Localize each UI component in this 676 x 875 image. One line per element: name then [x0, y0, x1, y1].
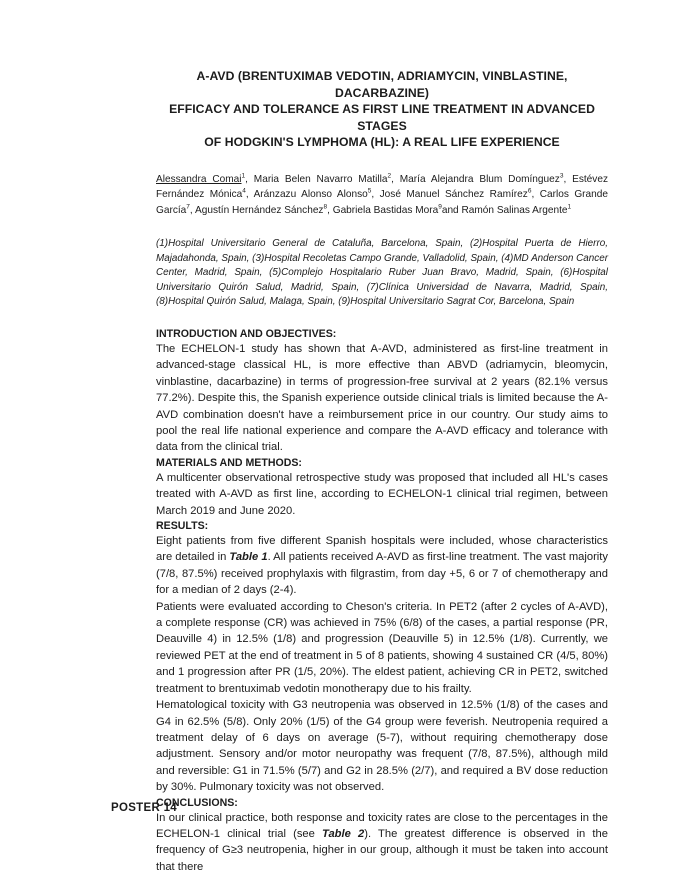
author-affiliation-number: 6 [527, 187, 532, 195]
intro-text: The ECHELON-1 study has shown that A-AVD, administered as first-line treatment in advanced-stage classical HL, is more effective than ABVD (adriamycin, bleomycin, vinblastine, dacarbazine) in terms of progression-free survival at 2 years (82.1% versus 77.2%). Despite this, the Spanish experience outside clinical trials is limited because the A-AVD combination doesn't have a reimbursement price in our country. Our study aims to pool the real life national experience and compare the A-AVD efficacy and tolerance with data from the clinical trial. [156, 342, 608, 454]
author-affiliation-number: 8 [323, 203, 328, 211]
author-separator: , [245, 189, 254, 200]
results-p1-end: . All patients received A-AVD as first-line treatment. The vast majority (7/8, 87.5%) received prophylaxis with filgrastim, from day +5, 6 or 7 of chemotherapy and for a median of 2 days (2-4). [156, 551, 608, 597]
author-name: Estévez Fernández Mónica [156, 173, 608, 200]
author-name: Maria Belen Navarro Matilla [253, 173, 388, 185]
title-line-1: A-AVD (BRENTUXIMAB VEDOTIN, ADRIAMYCIN, VINBLASTINE, DACARBAZINE) [196, 69, 568, 100]
conclusions-heading: CONCLUSIONS: [156, 796, 238, 809]
abstract-title [156, 68, 608, 151]
author-list [156, 172, 608, 219]
author-separator: , [391, 173, 400, 185]
conclusions-end: ). The greatest difference is observed in the frequency of G≥3 neutropenia, higher in our group, although it must be taken into account that there [156, 827, 608, 873]
author-name: Gabriela Bastidas Mora [332, 204, 439, 216]
author-separator: , [327, 204, 333, 216]
author-name: Alessandra Comai [156, 173, 242, 185]
author-affiliation-number: 4 [242, 187, 246, 195]
table-1-reference: Table 1 [229, 551, 268, 564]
title-line-2: EFFICACY AND TOLERANCE AS FIRST LINE TREATMENT IN ADVANCED STAGES [169, 102, 595, 133]
poster-number-label: POSTER 14 [111, 802, 177, 814]
results-p1-start: Eight patients from five different Spanish hospitals were included, whose characteristics are detailed in [156, 535, 608, 564]
author-name: Agustín Hernández Sánchez [194, 204, 324, 216]
title-line-3: OF HODGKIN'S LYMPHOMA (HL): A REAL LIFE EXPERIENCE [204, 135, 560, 149]
author-affiliation-number: 3 [559, 172, 564, 180]
author-affiliation-number: 9 [438, 203, 442, 211]
author-affiliation-number: 1 [241, 172, 246, 180]
author-name: José Manuel Sánchez Ramírez [379, 189, 528, 200]
author-separator: , [245, 173, 254, 185]
methods-text: A multicenter observational retrospective study was proposed that included all HL's cases treated with A-AVD as first line, according to ECHELON-1 clinical trial regimen, between March 2019 and June 2020. [156, 471, 608, 517]
author-name: María Alejandra Blum Domínguez [399, 173, 560, 185]
intro-heading: INTRODUCTION AND OBJECTIVES: [156, 327, 337, 340]
author-affiliation-number: 2 [387, 172, 392, 180]
author-name: Aránzazu Alonso Alonso [253, 189, 368, 200]
results-heading: RESULTS: [156, 520, 209, 533]
table-2-reference: Table 2 [322, 827, 365, 840]
results-paragraph-2: Patients were evaluated according to Cheson's criteria. In PET2 (after 2 cycles of A-AVD), a complete response (CR) was achieved in 75% (6/8) of the cases, a partial response (PR, Deauville 4) in 12.5% (1/8) and progression (Deauville 5) in 12.5% (1/8). Currently, we reviewed PET at the end of treatment in 5 of 8 patients, showing 4 sustained CR (4/5, 80%) and 1 progression after PR (1/5, 20%). The eldest patient, achieving CR in PET2, switched treatment to brentuximab vedotin monotherapy due to his frailty. [156, 600, 608, 695]
methods-heading: MATERIALS AND METHODS: [156, 456, 302, 469]
author-name: Ramón Salinas Argente [461, 204, 568, 216]
author-affiliation-number: 7 [186, 203, 190, 211]
affiliations: (1)Hospital Universitario General de Cataluña, Barcelona, Spain, (2)Hospital Puerta de Hierro, Majadahonda, Spain, (3)Hospital Recoletas Campo Grande, Valladolid, Spain, (4)MD Anderson Cancer Center, Madrid, Spain, (5)Complejo Hospitalario Ruber Juan Bravo, Madrid, Spain, (6)Hospital Universitario Quirón Salud, Madrid, Spain, (7)Clínica Universidad de Navarra, Madrid, Spain, (8)Hospital Quirón Salud, Malaga, Spain, (9)Hospital Universitario Sagrat Cor, Barcelona, Spain [156, 238, 608, 308]
results-paragraph-3: Hematological toxicity with G3 neutropenia was observed in 12.5% (1/8) of the cases and G4 in 62.5% (5/8). Only 20% (1/5) of the G4 group were feverish. Neutropenia required a treatment delay of 6 days on average (5-7), without requiring chemotherapy dose adjustment. Sensory and/or motor neuropathy was frequent (7/8, 87.5%), although mild and reversible: G1 in 71.5% (5/7) and G2 in 28.5% (2/7), and required a BV dose reduction by 30%. Pulmonary toxicity was not observed. [156, 699, 608, 794]
author-affiliation-number: 5 [367, 187, 372, 195]
author-name: Carlos Grande García [156, 189, 609, 216]
author-separator: , [531, 189, 540, 200]
author-affiliation-number: 1 [567, 203, 572, 211]
author-separator: , [563, 173, 573, 185]
conclusions-start: In our clinical practice, both response and toxicity rates are close to the percentages in the ECHELON-1 clinical trial (see [156, 811, 608, 840]
author-separator: , [371, 189, 380, 200]
conclusions-text [156, 810, 608, 875]
abstract-page [156, 68, 608, 875]
author-separator: and [441, 204, 462, 216]
author-separator: , [189, 204, 195, 216]
results-paragraph-1 [156, 533, 608, 599]
